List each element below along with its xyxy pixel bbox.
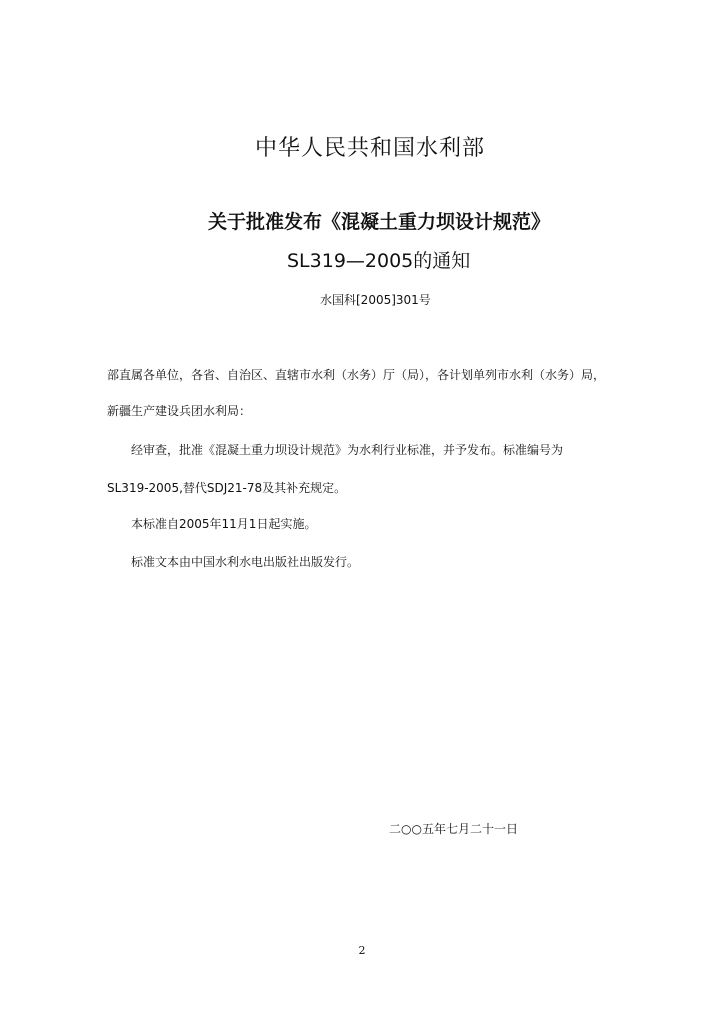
approval-paragraph-line-2: SL319-2005,替代SDJ21-78及其补充规定。 <box>107 481 347 495</box>
addressee-line-2: 新疆生产建设兵团水利局： <box>107 404 252 418</box>
addressee-line-1: 部直属各单位，各省、自治区、直辖市水利（水务）厅（局），各计划单列市水利（水务）局， <box>107 368 606 382</box>
document-number: 水国科[2005]301号 <box>320 293 431 307</box>
page-number: 2 <box>358 944 366 957</box>
notice-title-line-1: 关于批准发布《混凝土重力坝设计规范》 <box>208 211 551 233</box>
approval-paragraph-line-1: 经审查，批准《混凝土重力坝设计规范》为水利行业标准，并予发布。标准编号为 <box>131 443 564 457</box>
issuing-authority: 中华人民共和国水利部 <box>255 136 486 161</box>
issue-date: 二○○五年七月二十一日 <box>389 822 518 836</box>
publisher-paragraph: 标准文本由中国水利水电出版社出版发行。 <box>131 555 360 569</box>
notice-title-line-2: SL319—2005的通知 <box>287 250 471 272</box>
effective-date-paragraph: 本标准自2005年11月1日起实施。 <box>131 517 317 531</box>
